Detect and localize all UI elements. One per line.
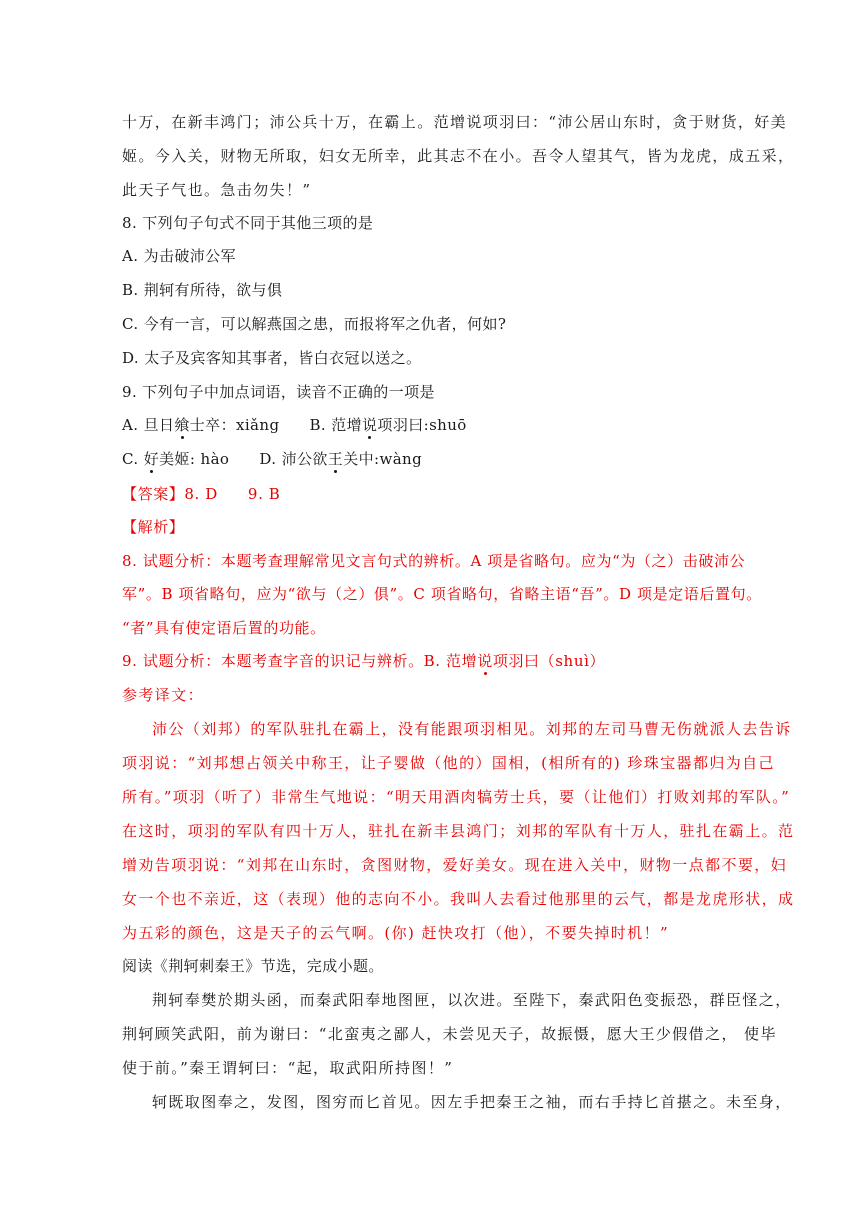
option-d-prefix: D. 沛公欲	[259, 450, 328, 468]
answer-8: 8. D	[184, 485, 218, 503]
option-a-suffix: 士卒：xiǎng	[189, 416, 280, 434]
analysis-8-line: “者”具有使定语后置的功能。	[122, 619, 326, 637]
reading-line: 轲既取图奉之，发图，图穷而匕首见。因左手把秦王之袖，而右手持匕首揕之。未至身，	[152, 1093, 792, 1111]
analysis-9-prefix: 9. 试题分析：本题考查字音的识记与辨析。B. 范增	[122, 652, 478, 670]
dotted-character: 飨	[174, 416, 190, 434]
dotted-character: 好	[143, 450, 160, 468]
answer-label: 【答案】	[122, 485, 185, 503]
translation-line: 增劝告项羽说：“刘邦在山东时，贪图财物，爱好美女。现在进入关中，财物一点都不要，妇	[122, 856, 788, 874]
reading-line: 荆轲奉樊於期头函，而秦武阳奉地图匣，以次进。至陛下，秦武阳色变振恐，群臣怪之，	[152, 991, 792, 1009]
dotted-character: 王	[327, 450, 344, 468]
option-c-suffix: 美姬: hào	[159, 450, 230, 468]
question-9-stem: 9. 下列句子中加点词语，读音不正确的一项是	[122, 383, 435, 401]
analysis-8-line: 8. 试题分析：本题考查理解常见文言句式的辨析。A 项是省略句。应为“为（之）击破沛公	[122, 552, 746, 570]
reading-intro: 阅读《荆轲刺秦王》节选，完成小题。	[122, 957, 384, 975]
passage-line: 此天子气也。急击勿失！”	[122, 181, 312, 199]
translation-line: 所有。”项羽（听了）非常生气地说：“明天用酒肉犒劳士兵，要（让他们）打败刘邦的军队。”	[122, 788, 791, 806]
question-8-option-a: A. 为击破沛公军	[122, 247, 236, 265]
translation-line: 项羽说：“刘邦想占领关中称王，让子婴做（他的）国相，(相所有的) 珍珠宝器都归为自己	[122, 754, 775, 772]
analysis-8-line: 军”。B 项省略句，应为“欲与（之）俱”。C 项省略句，省略主语“吾”。D 项是定语后置句。	[122, 585, 762, 603]
question-8-stem: 8. 下列句子句式不同于其他三项的是	[122, 214, 374, 232]
question-8-option-b: B. 荆轲有所待，欲与俱	[122, 281, 283, 299]
translation-line: 沛公（刘邦）的军队驻扎在霸上，没有能跟项羽相见。刘邦的左司马曹无伤就派人去告诉	[152, 720, 792, 738]
answer-line	[122, 484, 762, 504]
dotted-character: 说	[477, 652, 493, 670]
option-d-suffix: 关中:wàng	[343, 450, 423, 468]
answer-9: 9. B	[247, 485, 281, 503]
analysis-9-line	[122, 651, 762, 671]
passage-line: 姬。今入关，财物无所取，妇女无所幸，此其志不在小。吾令人望其气，皆为龙虎，成五采，	[122, 147, 795, 165]
translation-line: 在这时，项羽的军队有四十万人，驻扎在新丰县鸿门；刘邦的军队有十万人，驻扎在霸上。范	[122, 822, 795, 840]
option-b-suffix: 项羽曰:shuō	[377, 416, 467, 434]
reading-line: 使于前。”秦王谓轲曰：“起，取武阳所持图！”	[122, 1059, 454, 1077]
analysis-label: 【解析】	[122, 518, 185, 536]
question-8-option-d: D. 太子及宾客知其事者，皆白衣冠以送之。	[122, 349, 422, 367]
translation-line: 为五彩的颜色，这是天子的云气啊。(你) 赶快攻打（他），不要失掉时机！”	[122, 924, 670, 942]
question-9-options-cd	[122, 449, 762, 469]
option-c-prefix: C.	[122, 450, 144, 468]
option-a-prefix: A. 旦日	[122, 416, 175, 434]
passage-line: 十万，在新丰鸿门；沛公兵十万，在霸上。范增说项羽曰：“沛公居山东时，贪于财货，好美	[122, 113, 788, 131]
question-9-options-ab	[122, 415, 762, 435]
dotted-character: 说	[362, 416, 378, 434]
option-b-prefix: B. 范增	[309, 416, 363, 434]
analysis-9-suffix: 项羽曰（shuì）	[492, 652, 606, 670]
reading-line: 荆轲顾笑武阳，前为谢曰：“北蛮夷之鄙人，未尝见天子，故振慑，愿大王少假借之， 使毕	[122, 1025, 777, 1043]
question-8-option-c: C. 今有一言，可以解燕国之患，而报将军之仇者，何如?	[122, 315, 507, 333]
translation-label: 参考译文：	[122, 686, 205, 704]
translation-line: 女一个也不亲近，这（表现）他的志向不小。我叫人去看过他那里的云气，都是龙虎形状，成	[122, 890, 795, 908]
